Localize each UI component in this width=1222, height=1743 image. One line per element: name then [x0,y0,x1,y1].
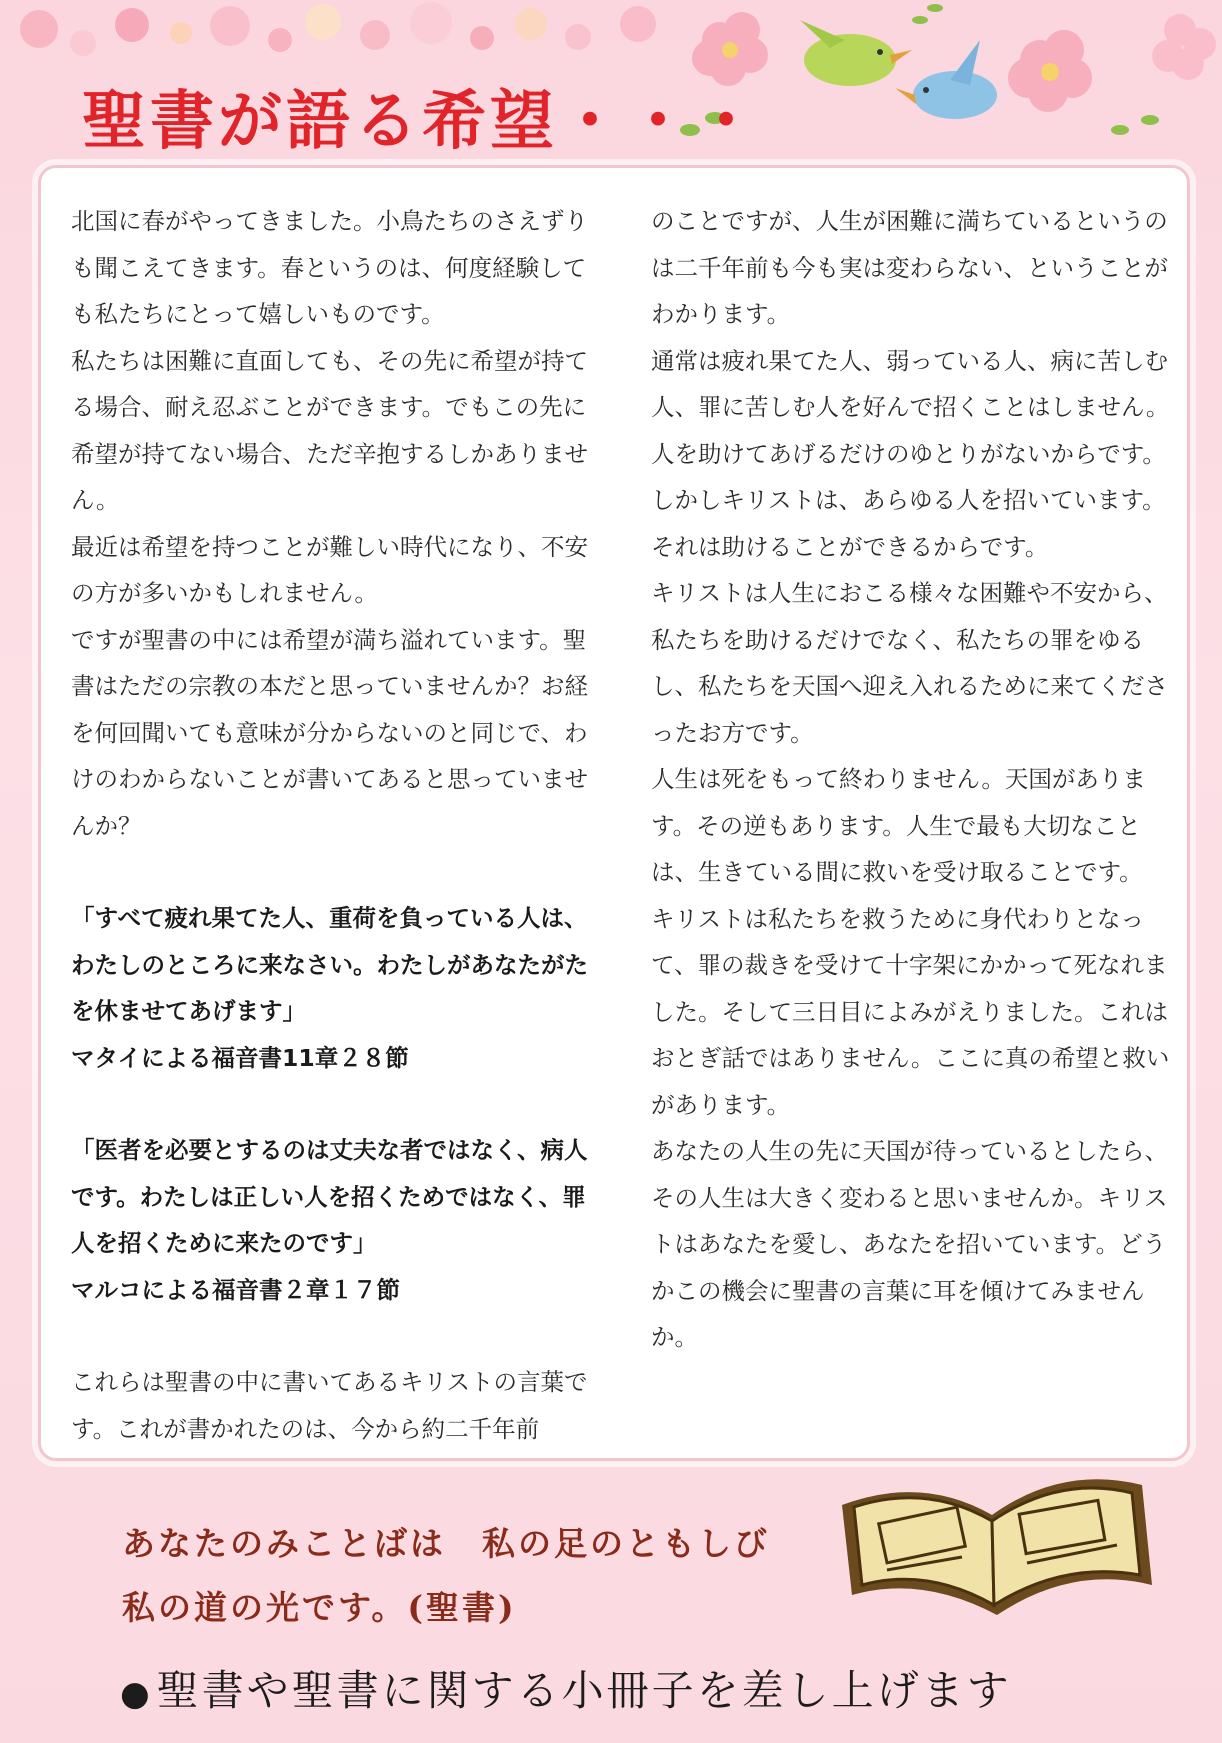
content-panel [38,165,1190,1461]
paragraph: あなたの人生の先に天国が待っているとしたら、その人生は大きく変わると思いませんか。キリストはあなたを愛し、あなたを招いています。どうかこの機会に聖書の言葉に耳を傾けてみませんか。 [651,1137,1168,1351]
verse-reference: マルコによる福音書２章１７節 [71,1275,400,1304]
paragraph: 北国に春がやってきました。小鳥たちのさえずりも聞こえてきます。春というのは、何度経験しても私たちにとって嬉しいものです。 [71,207,588,328]
right-column [651,198,1181,1361]
page-title: 聖書が語る希望・・・ [82,84,762,159]
paragraph: 通常は疲れ果てた人、弱っている人、病に苦しむ人、罪に苦しむ人を好んで招くことはしません。人を助けてあげるだけのゆとりがないからです。しかしキリストは、あらゆる人を招いています。それは助けることができるからです。 [651,346,1170,561]
paragraph: これらは聖書の中に書いてあるキリストの言葉です。これが書かれたのは、今から約二千年前 [71,1368,588,1443]
paragraph: キリストは人生におこる様々な困難や不安から、私たちを助けるだけでなく、私たちの罪をゆるし、私たちを天国へ迎え入れるために来てくださったお方です。 [651,579,1168,747]
paragraph: 人生は死をもって終わりません。天国があります。その逆もあります。人生で最も大切なことは、生きている間に救いを受け取ることです。 [651,765,1146,886]
left-column [71,198,601,1452]
bullet-icon: ● [120,1674,153,1714]
verse-quote: 「医者を必要とするのは丈夫な者ではなく、病人です。わたしは正しい人を招くためではなく、罪人を招くために来たのです」 [71,1136,588,1257]
paragraph: のことですが、人生が困難に満ちているというのは二千年前も今も実は変わらない、ということがわかります。 [651,207,1168,328]
verse-quote: 「すべて疲れ果てた人、重荷を負っている人は、わたしのところに来なさい。わたしがあなたがたを休ませてあげます」 [71,904,588,1025]
paragraph: キリストは私たちを救うために身代わりとなって、罪の裁きを受けて十字架にかかって死なれました。そして三日目によみがえりました。これはおとぎ話ではありません。ここに真の希望と救いがあります。 [651,904,1170,1119]
open-book-icon [832,1445,1162,1635]
verse-reference: マタイによる福音書11章２８節 [71,1043,409,1072]
offer-text: 聖書や聖書に関する小冊子を差し上げます [156,1666,1012,1715]
offer-line [120,1658,1012,1718]
motto-line: あなたのみことばは 私の足のともしび [122,1524,770,1563]
paragraph: 最近は希望を持つことが難しい時代になり、不安の方が多いかもしれません。 [71,532,588,607]
paragraph: ですが聖書の中には希望が満ち溢れています。聖書はただの宗教の本だと思っていませんか？お経を何回聞いても意味が分からないのと同じで、わけのわからないことが書いてあると思っていませんか？ [71,625,588,840]
paragraph: 私たちは困難に直面しても、その先に希望が持てる場合、耐え忍ぶことができます。でもこの先に希望が持てない場合、ただ辛抱するしかありません。 [71,346,588,514]
motto [122,1512,770,1640]
motto-line: 私の道の光です。(聖書) [122,1588,517,1627]
